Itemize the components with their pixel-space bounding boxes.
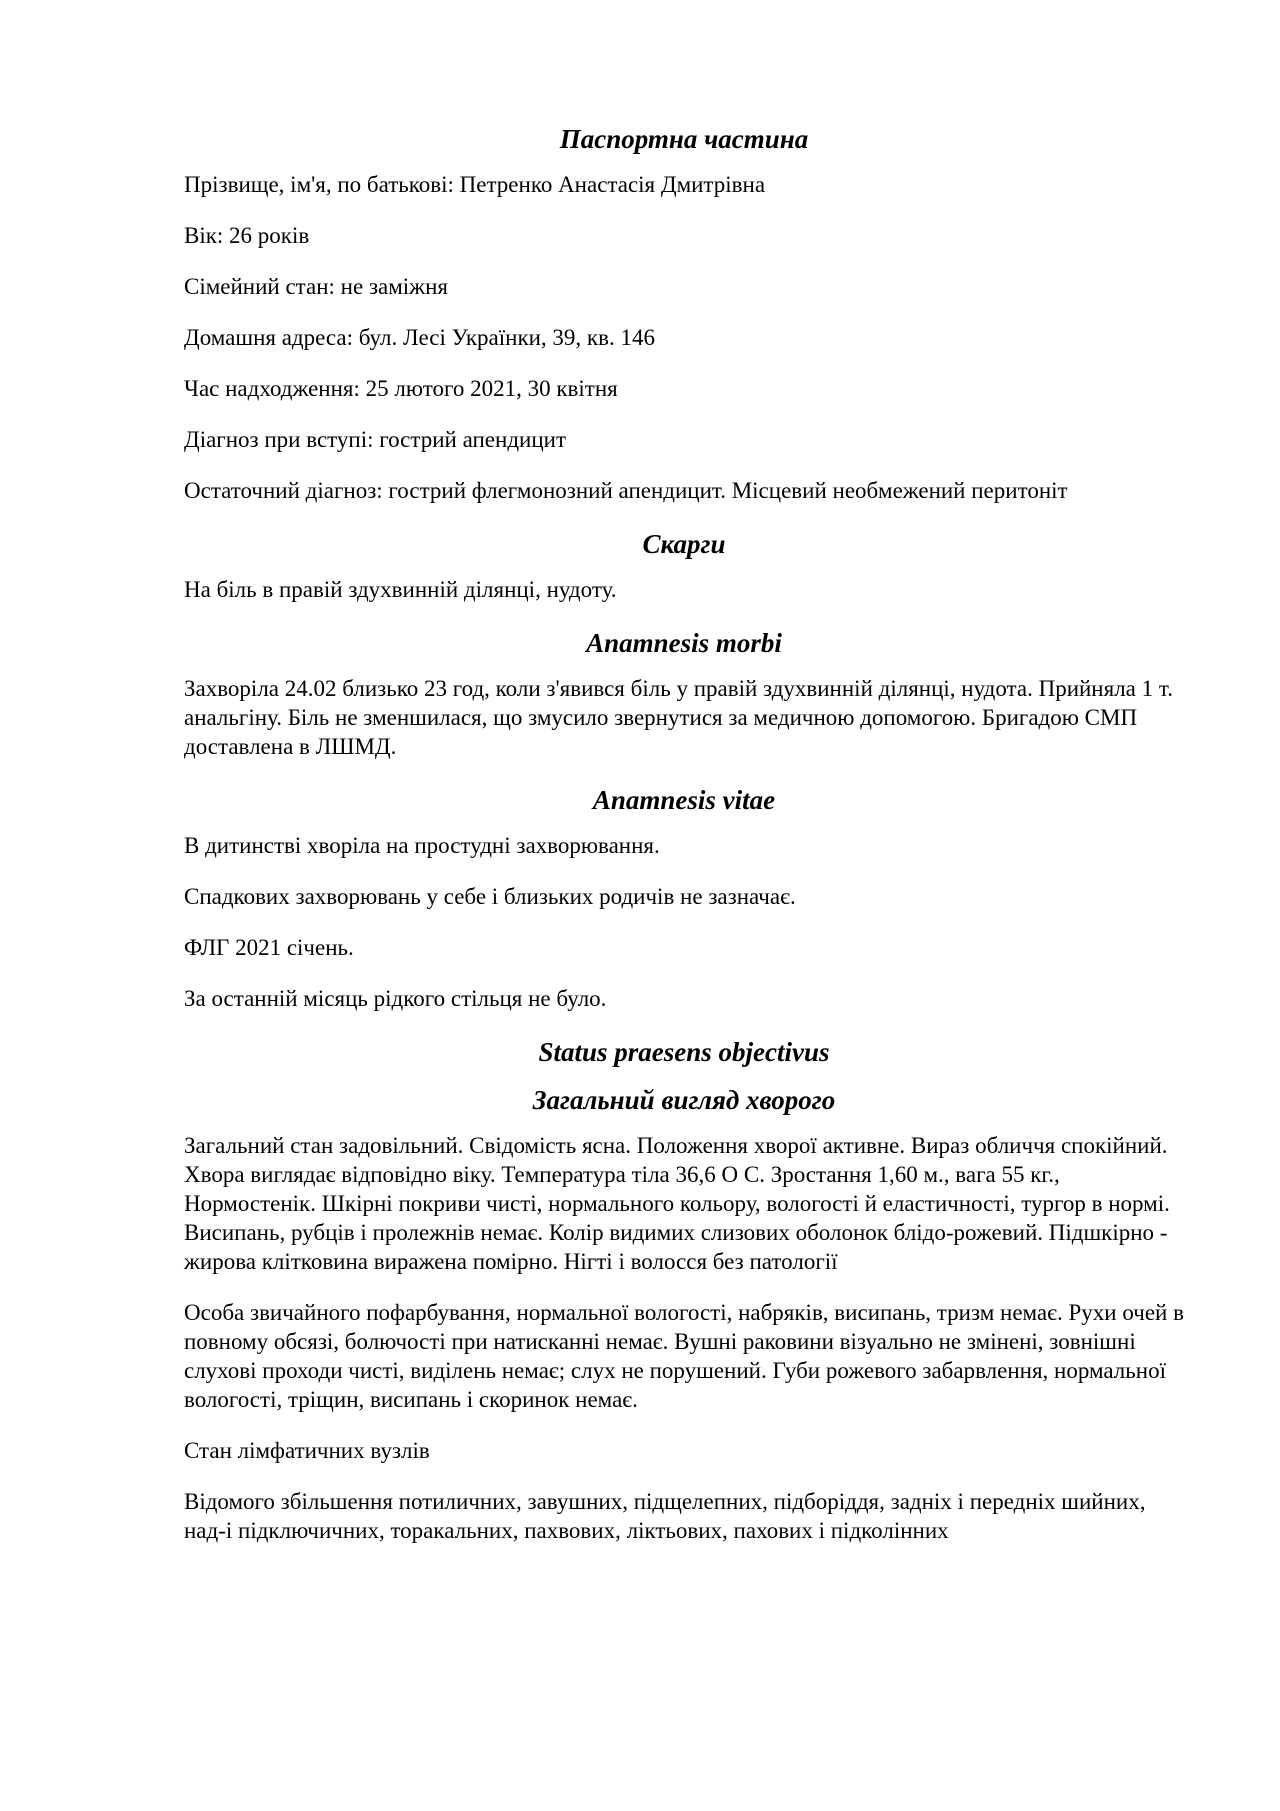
- anamnesis-morbi-text: Захворіла 24.02 близько 23 год, коли з'явився біль у правій здухвинній ділянці, нудота. Прийняла 1 т. анальгіну. Біль не зменшилася, що змусило звернутися за медичною допомогою. Бригадою СМП доставлена в ЛШМД.: [184, 676, 1173, 759]
- heading-anamnesis-vitae: Anamnesis vitae: [592, 785, 776, 815]
- lymph-nodes-paragraph: Відомого збільшення потиличних, завушних, підщелепних, підборіддя, задніх і передніх шийних, над-і підключичних, торакальних, пахвових, ліктьових, пахових і підколінних: [184, 1489, 1146, 1543]
- anamnesis-vitae-stool: За останній місяць рідкого стільця не було.: [184, 986, 607, 1011]
- passport-age: Вік: 26 років: [184, 223, 310, 248]
- heading-general-appearance: Загальний вигляд хворого: [532, 1085, 836, 1115]
- lymph-nodes-heading: Стан лімфатичних вузлів: [184, 1438, 430, 1463]
- passport-admission-diagnosis: Діагноз при вступі: гострий апендицит: [184, 427, 567, 452]
- heading-status-praesens: Status praesens objectivus: [538, 1037, 830, 1067]
- heading-anamnesis-morbi: Anamnesis morbi: [586, 628, 782, 658]
- passport-full-name: Прізвище, ім'я, по батькові: Петренко Анастасія Дмитрівна: [184, 172, 766, 197]
- passport-final-diagnosis: Остаточний діагноз: гострий флегмонозний апендицит. Місцевий необмежений перитоніт: [184, 478, 1068, 503]
- document-page: [184, 108, 1184, 1567]
- status-face-paragraph: Особа звичайного пофарбування, нормальної вологості, набряків, висипань, тризм немає. Рухи очей в повному обсязі, болючості при натисканні немає. Вушні раковини візуально не змінені, зовнішні слухові проходи чисті, виділень немає; слух не порушений. Губи рожевого забарвлення, нормальної вологості, тріщин, висипань і скоринок немає.: [184, 1300, 1184, 1412]
- heading-complaints: Скарги: [642, 529, 726, 559]
- passport-marital-status: Сімейний стан: не заміжня: [184, 274, 448, 299]
- passport-admission-time: Час надходження: 25 лютого 2021, 30 квітня: [184, 376, 618, 401]
- complaints-text: На біль в правій здухвинній ділянці, нудоту.: [184, 577, 617, 602]
- heading-passport: Паспортна частина: [559, 124, 809, 154]
- anamnesis-vitae-flg: ФЛГ 2021 січень.: [184, 935, 354, 960]
- passport-address: Домашня адреса: бул. Лесі Українки, 39, кв. 146: [184, 325, 655, 350]
- anamnesis-vitae-childhood: В дитинстві хворіла на простудні захворювання.: [184, 833, 660, 858]
- anamnesis-vitae-heredity: Спадкових захворювань у себе і близьких родичів не зазначає.: [184, 884, 796, 909]
- status-general-paragraph: Загальний стан задовільний. Свідомість ясна. Положення хворої активне. Вираз обличчя спокійний. Хвора виглядає відповідно віку. Температура тіла 36,6 О С. Зростання 1,60 м., вага 55 кг., Нормостенік. Шкірні покриви чисті, нормального кольору, вологості й еластичності, тургор в нормі. Висипань, рубців і пролежнів немає. Колір видимих слизових оболонок блідо-рожевий. Підшкірно - жирова клітковина виражена помірно. Нігті і волосся без патології: [184, 1133, 1170, 1274]
